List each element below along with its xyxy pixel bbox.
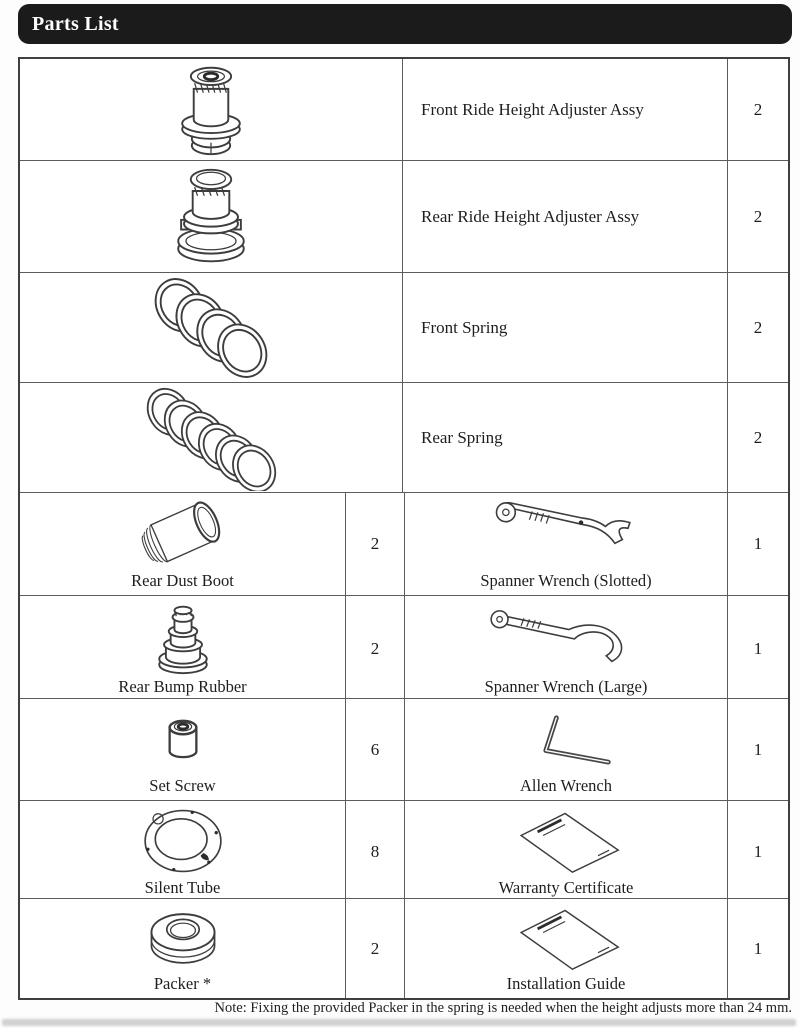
part-image <box>22 600 343 676</box>
part-image <box>407 497 725 570</box>
qty-value: 1 <box>753 638 763 658</box>
part-name: Rear Spring <box>421 427 503 447</box>
part-image-label-cell <box>20 801 345 902</box>
part-label <box>402 161 727 272</box>
part-image <box>407 703 725 775</box>
part-image-label-cell <box>404 493 727 595</box>
part-qty <box>727 899 788 998</box>
table-row <box>20 492 788 595</box>
header-bar <box>18 4 792 44</box>
qty-value: 2 <box>370 638 380 658</box>
qty-value: 6 <box>370 739 380 759</box>
part-image-cell <box>20 383 402 492</box>
part-label: Allen Wrench <box>519 775 613 795</box>
part-qty <box>727 699 788 800</box>
qty-value: 2 <box>753 206 763 226</box>
part-label <box>402 273 727 382</box>
front-ride-height-adjuster-illustration <box>167 62 255 158</box>
part-label: Warranty Certificate <box>498 878 634 897</box>
table-row <box>20 59 788 160</box>
part-image <box>407 903 725 973</box>
part-name: Rear Ride Height Adjuster Assy <box>421 206 640 226</box>
part-label: Set Screw <box>149 775 216 795</box>
scan-artifact-bar <box>2 1019 796 1026</box>
table-row <box>20 382 788 492</box>
part-image-cell <box>20 273 402 382</box>
qty-value: 1 <box>753 841 763 861</box>
rear-spring-illustration <box>130 385 292 491</box>
part-qty <box>345 801 404 902</box>
part-image-label-cell <box>404 596 727 701</box>
qty-value: 1 <box>753 739 763 759</box>
installation-guide-illustration <box>506 905 626 971</box>
part-image-label-cell <box>404 801 727 902</box>
qty-value: 2 <box>753 317 763 337</box>
table-row <box>20 800 788 898</box>
part-image <box>407 805 725 877</box>
part-qty <box>727 59 788 160</box>
part-label: Packer * <box>153 973 212 993</box>
table-row <box>20 898 788 998</box>
part-image <box>22 703 343 775</box>
part-label: Spanner Wrench (Large) <box>484 677 648 696</box>
spanner-wrench-large-illustration <box>486 609 646 667</box>
silent-tube-illustration <box>135 805 231 877</box>
part-qty <box>727 596 788 701</box>
warranty-certificate-illustration <box>506 808 626 874</box>
part-image-label-cell <box>20 699 345 800</box>
table-row <box>20 698 788 800</box>
footnote: Note: Fixing the provided Packer in the spring is needed when the height adjusts more than 24 mm. <box>214 1000 792 1016</box>
part-image <box>22 805 343 877</box>
part-qty <box>727 493 788 595</box>
part-image-label-cell <box>20 493 345 595</box>
part-label: Rear Dust Boot <box>131 570 234 590</box>
part-image-label-cell <box>20 596 345 701</box>
part-image <box>22 903 343 973</box>
part-image <box>22 497 343 570</box>
part-image-label-cell <box>404 699 727 800</box>
allen-wrench-illustration <box>516 712 616 766</box>
page-title: Parts List <box>32 12 119 35</box>
qty-value: 2 <box>370 938 380 958</box>
part-qty <box>727 273 788 382</box>
part-qty <box>727 801 788 902</box>
part-label <box>402 383 727 492</box>
rear-dust-boot-illustration <box>124 497 242 569</box>
part-qty <box>345 699 404 800</box>
front-spring-illustration <box>136 275 286 381</box>
table-row <box>20 595 788 698</box>
qty-value: 2 <box>753 427 763 447</box>
rear-ride-height-adjuster-illustration <box>158 164 264 270</box>
qty-value: 1 <box>753 938 763 958</box>
part-label: Rear Bump Rubber <box>118 677 247 696</box>
part-qty <box>345 596 404 701</box>
part-qty <box>727 161 788 272</box>
part-qty <box>727 383 788 492</box>
parts-table <box>18 57 790 1000</box>
qty-value: 2 <box>753 99 763 119</box>
part-name: Front Ride Height Adjuster Assy <box>421 99 644 119</box>
part-label: Installation Guide <box>506 973 626 993</box>
qty-value: 2 <box>370 534 380 553</box>
part-image-label-cell <box>404 899 727 998</box>
table-row <box>20 272 788 382</box>
qty-value: 1 <box>753 534 763 553</box>
part-label <box>402 59 727 160</box>
table-row <box>20 160 788 272</box>
set-screw-illustration <box>162 715 204 763</box>
part-image <box>407 600 725 676</box>
part-qty <box>345 493 404 595</box>
part-image-label-cell <box>20 899 345 998</box>
qty-value: 8 <box>370 841 380 861</box>
part-name: Front Spring <box>421 317 508 337</box>
part-image-cell <box>20 59 402 160</box>
part-label: Spanner Wrench (Slotted) <box>480 570 652 590</box>
spanner-wrench-slotted-illustration <box>490 502 642 564</box>
part-label: Silent Tube <box>144 878 221 897</box>
rear-bump-rubber-illustration <box>144 600 222 676</box>
packer-illustration <box>140 907 226 969</box>
part-qty <box>345 899 404 998</box>
part-image-cell <box>20 161 402 272</box>
